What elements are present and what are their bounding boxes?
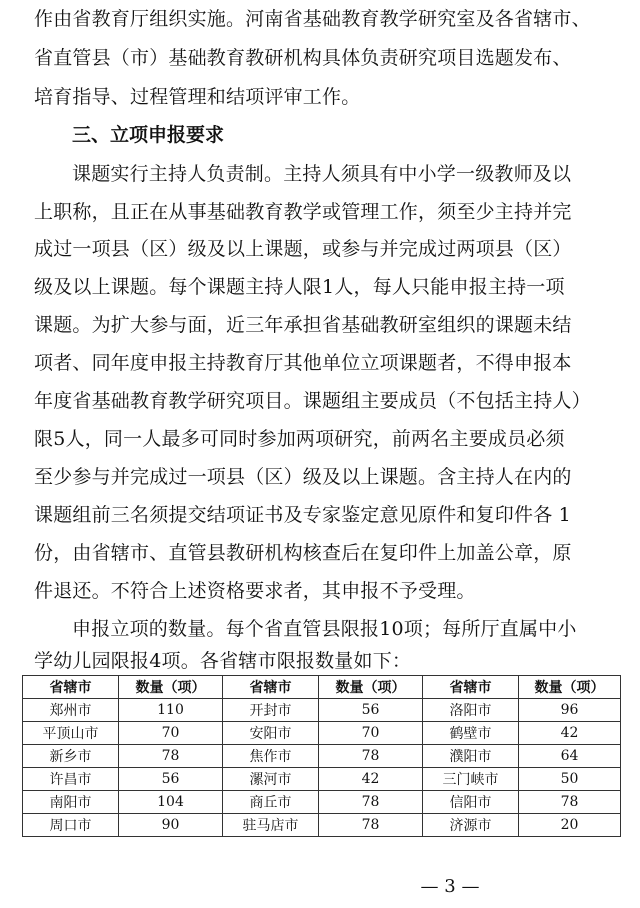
requirements-line-2: 上职称，且正在从事基础教育教学或管理工作，须至少主持并完 [34, 201, 572, 223]
quota-table-header-row [23, 676, 621, 699]
table-row [23, 699, 621, 722]
table-row [23, 768, 621, 791]
header-city-1: 省辖市 [23, 676, 119, 699]
header-count-1: 数量（项） [119, 676, 223, 699]
table-cell: 三门峡市 [423, 768, 519, 791]
table-cell: 90 [119, 814, 223, 837]
table-cell: 110 [119, 699, 223, 722]
table-cell: 信阳市 [423, 791, 519, 814]
table-cell: 78 [319, 745, 423, 768]
requirements-line-1: 课题实行主持人负责制。主持人须具有中小学一级教师及以 [72, 163, 572, 185]
quantity-line-1: 申报立项的数量。每个省直管县限报10项；每所厅直属中小 [72, 618, 577, 640]
page-number: — 3 — [420, 876, 480, 897]
table-cell: 商丘市 [223, 791, 319, 814]
requirements-line-7: 年度省基础教育教学研究项目。课题组主要成员（不包括主持人） [34, 390, 591, 412]
table-cell: 平顶山市 [23, 722, 119, 745]
requirements-line-8: 限5人，同一人最多可同时参加两项研究，前两名主要成员必须 [34, 428, 565, 450]
quantity-line-2: 学幼儿园限报4项。各省辖市限报数量如下： [34, 650, 412, 672]
table-cell: 驻马店市 [223, 814, 319, 837]
table-cell: 新乡市 [23, 745, 119, 768]
table-cell: 42 [319, 768, 423, 791]
table-cell: 56 [319, 699, 423, 722]
table-cell: 郑州市 [23, 699, 119, 722]
table-cell: 周口市 [23, 814, 119, 837]
table-cell: 20 [519, 814, 621, 837]
section-heading: 三、立项申报要求 [72, 124, 225, 146]
table-cell: 70 [319, 722, 423, 745]
header-city-2: 省辖市 [223, 676, 319, 699]
requirements-line-12: 件退还。不符合上述资格要求者，其申报不予受理。 [34, 580, 476, 602]
requirements-line-9: 至少参与并完成过一项县（区）级及以上课题。含主持人在内的 [34, 466, 572, 488]
table-row [23, 722, 621, 745]
requirements-line-4: 级及以上课题。每个课题主持人限1人，每人只能申报主持一项 [34, 276, 565, 298]
requirements-line-10: 课题组前三名须提交结项证书及专家鉴定意见原件和复印件各 1 [34, 504, 571, 526]
quota-table [22, 675, 621, 837]
table-cell: 50 [519, 768, 621, 791]
table-cell: 南阳市 [23, 791, 119, 814]
table-cell: 96 [519, 699, 621, 722]
intro-line-1: 作由省教育厅组织实施。河南省基础教育教学研究室及各省辖市、 [34, 8, 591, 30]
table-cell: 64 [519, 745, 621, 768]
requirements-line-3: 成过一项县（区）级及以上课题，或参与并完成过两项县（区） [34, 238, 572, 260]
requirements-line-5: 课题。为扩大参与面，近三年承担省基础教研室组织的课题未结 [34, 314, 572, 336]
table-cell: 78 [519, 791, 621, 814]
header-count-2: 数量（项） [319, 676, 423, 699]
table-cell: 安阳市 [223, 722, 319, 745]
table-row [23, 814, 621, 837]
table-cell: 开封市 [223, 699, 319, 722]
requirements-line-6: 项者、同年度申报主持教育厅其他单位立项课题者，不得申报本 [34, 352, 572, 374]
table-cell: 漯河市 [223, 768, 319, 791]
table-row [23, 791, 621, 814]
table-cell: 78 [319, 791, 423, 814]
table-cell: 鹤壁市 [423, 722, 519, 745]
header-count-3: 数量（项） [519, 676, 621, 699]
table-cell: 濮阳市 [423, 745, 519, 768]
table-cell: 56 [119, 768, 223, 791]
table-cell: 许昌市 [23, 768, 119, 791]
header-city-3: 省辖市 [423, 676, 519, 699]
table-cell: 42 [519, 722, 621, 745]
table-cell: 78 [319, 814, 423, 837]
table-cell: 洛阳市 [423, 699, 519, 722]
intro-line-3: 培育指导、过程管理和结项评审工作。 [34, 86, 361, 108]
table-row [23, 745, 621, 768]
requirements-line-11: 份，由省辖市、直管县教研机构核查后在复印件上加盖公章，原 [34, 542, 572, 564]
table-cell: 济源市 [423, 814, 519, 837]
table-cell: 70 [119, 722, 223, 745]
table-cell: 104 [119, 791, 223, 814]
table-cell: 78 [119, 745, 223, 768]
table-cell: 焦作市 [223, 745, 319, 768]
intro-line-2: 省直管县（市）基础教育教研机构具体负责研究项目选题发布、 [34, 47, 572, 69]
